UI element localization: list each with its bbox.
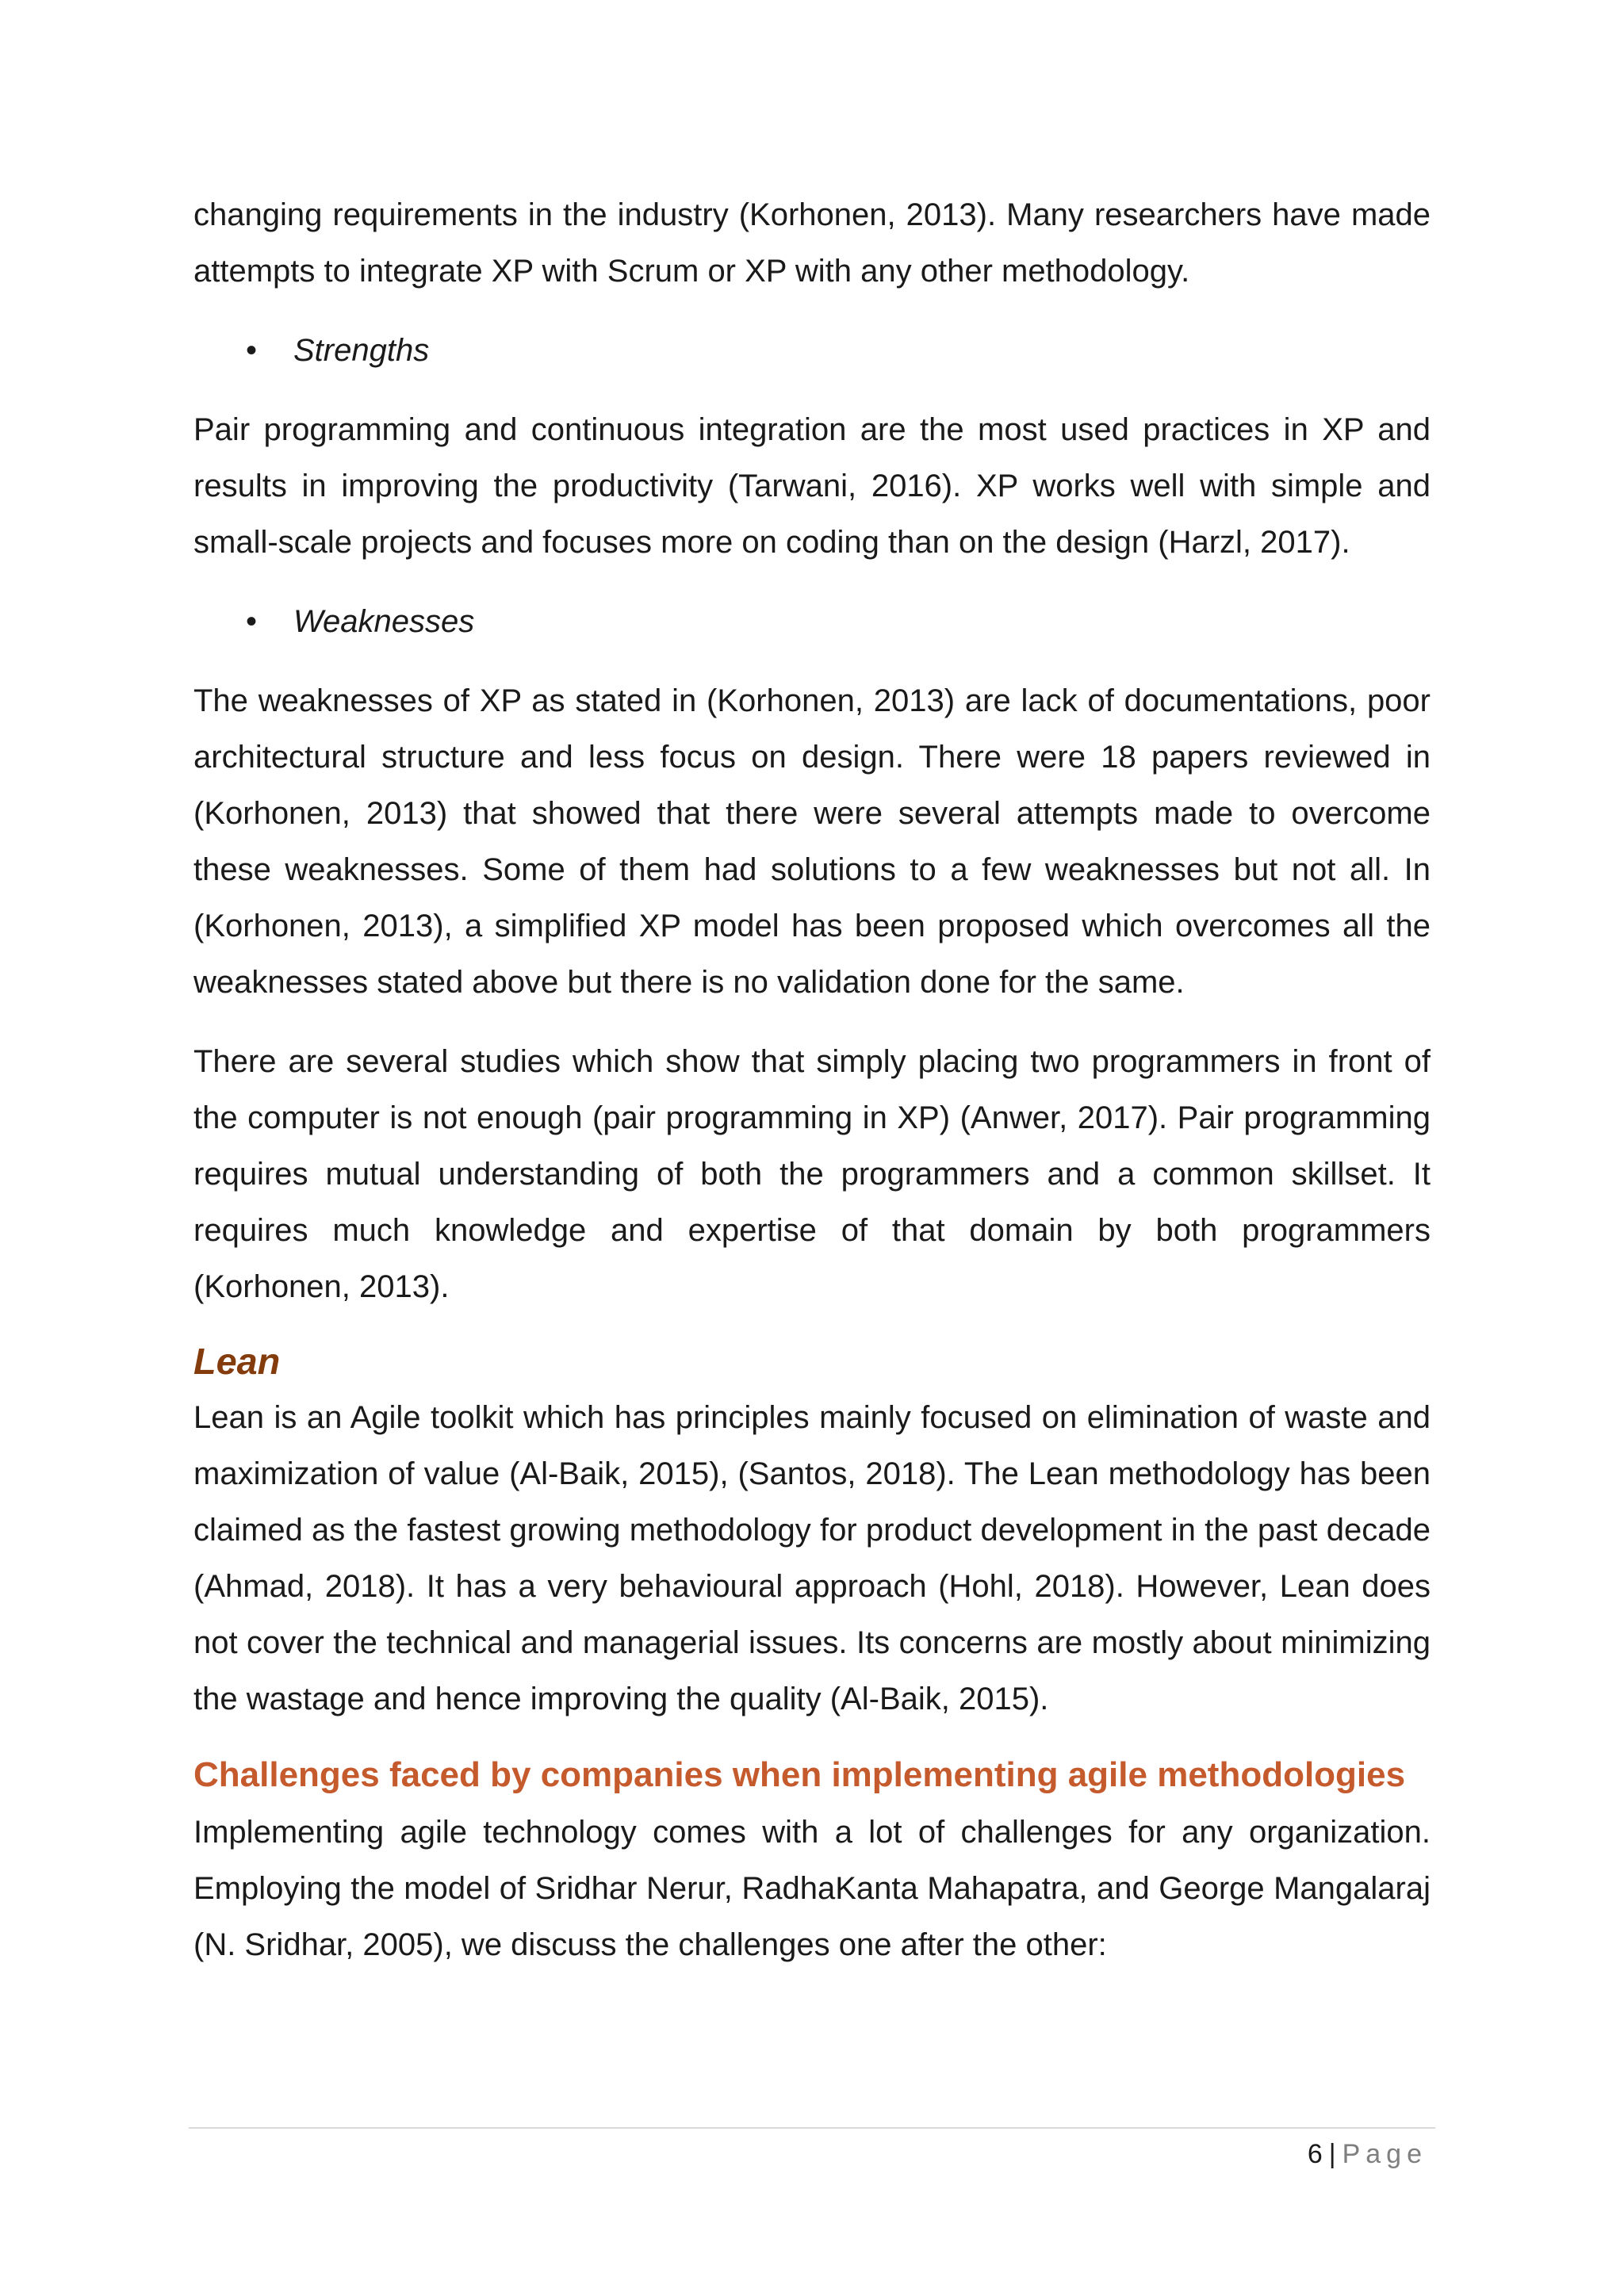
footer-divider	[189, 2127, 1435, 2129]
footer-separator: |	[1328, 2139, 1336, 2169]
subheading-lean: Lean	[193, 1341, 281, 1382]
page-content	[193, 187, 1431, 1996]
page-number: 6	[1307, 2139, 1323, 2169]
bullet-strengths	[193, 323, 1431, 379]
bullet-weaknesses-label: Weaknesses	[293, 604, 475, 639]
bullet-icon: •	[246, 333, 258, 368]
bullet-icon: •	[246, 604, 258, 639]
page-label: Page	[1342, 2139, 1427, 2169]
paragraph-weaknesses: The weaknesses of XP as stated in (Korhonen, 2013) are lack of documentations, poor architectural structure and less focus on design. There were 18 papers reviewed in (Korhonen, 2013) that showed that there were several attempts made to overcome these weaknesses. Some of them had solutions to a few weaknesses but not all. In (Korhonen, 2013), a simplified XP model has been proposed which overcomes all the weaknesses stated above but there is no validation done for the same.	[193, 683, 1431, 1000]
page-footer	[1308, 2135, 1427, 2173]
bullet-strengths-label: Strengths	[293, 333, 430, 368]
heading-challenges: Challenges faced by companies when implementing agile methodologies	[193, 1755, 1406, 1794]
paragraph-lean: Lean is an Agile toolkit which has principles mainly focused on elimination of waste and maximization of value (Al-Baik, 2015), (Santos, 2018). The Lean methodology has been claimed as the fastest growing methodology for product development in the past decade (Ahmad, 2018). It has a very behavioural approach (Hohl, 2018). However, Lean does not cover the technical and managerial issues. Its concerns are mostly about minimizing the wastage and hence improving the quality (Al-Baik, 2015).	[193, 1400, 1431, 1716]
paragraph-strengths: Pair programming and continuous integration are the most used practices in XP and results in improving the productivity (Tarwani, 2016). XP works well with simple and small-scale projects and focuses more on coding than on the design (Harzl, 2017).	[193, 412, 1431, 560]
paragraph-pair-programming: There are several studies which show that simply placing two programmers in front of the computer is not enough (pair programming in XP) (Anwer, 2017). Pair programming requires mutual understanding of both the programmers and a common skillset. It requires much knowledge and expertise of that domain by both programmers (Korhonen, 2013).	[193, 1044, 1431, 1304]
bullet-weaknesses	[193, 594, 1431, 650]
paragraph-challenges: Implementing agile technology comes with a lot of challenges for any organization. Employing the model of Sridhar Nerur, RadhaKanta Mahapatra, and George Mangalaraj (N. Sridhar, 2005), we discuss the challenges one after the other:	[193, 1815, 1431, 1962]
paragraph-xp-intro: changing requirements in the industry (Korhonen, 2013). Many researchers have made attempts to integrate XP with Scrum or XP with any other methodology.	[193, 197, 1431, 289]
